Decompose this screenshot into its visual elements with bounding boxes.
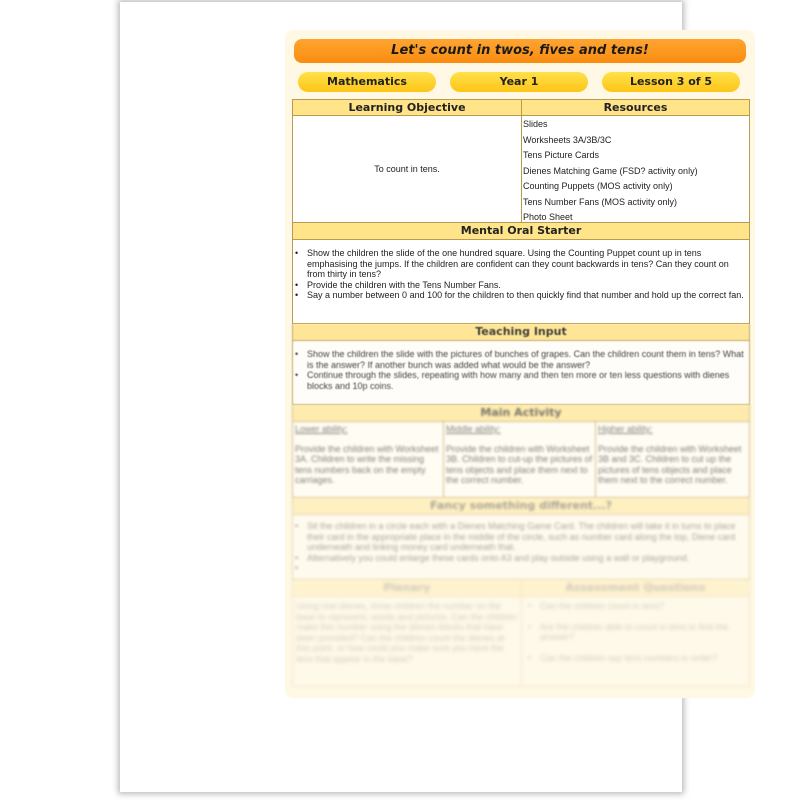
teaching-input-list	[292, 341, 750, 405]
resource-item: Slides	[523, 119, 548, 129]
document-page	[120, 2, 744, 792]
activity-text: Provide the children with Worksheet 3B and 3C. Children to cut up the pictures of tens objects and place them next to the correct number.	[598, 443, 742, 485]
resource-item: Worksheets 3A/3B/3C	[523, 134, 612, 145]
list-item: • Show the children the slide with the pictures of bunches of grapes. Can the children count them in tens? What is the answer? If another bunch was added what would be the answer?	[307, 349, 745, 370]
assessment-questions-header: Assessment Questions	[522, 580, 750, 597]
ability-label: Higher ability:	[598, 424, 653, 434]
year-label: Year 1	[450, 72, 588, 92]
higher-ability-cell	[596, 422, 750, 498]
resources-list	[522, 116, 750, 223]
learning-objective-header: Learning Objective	[292, 99, 522, 116]
list-item: • Show the children the slide of the one hundred square. Using the Counting Puppet count up in tens emphasising the jumps. If the children are confident can they count backwards in tens? Can they count on from thirty in tens?	[307, 248, 745, 280]
learning-objective-text: To count in tens.	[292, 116, 522, 223]
list-item: • Say a number between 0 and 100 for the children to then quickly find that number and hold up the correct fan.	[307, 290, 745, 301]
lesson-number-label: Lesson 3 of 5	[602, 72, 740, 92]
ability-label: Middle ability:	[446, 424, 501, 434]
middle-ability-cell	[444, 422, 596, 498]
subject-label: Mathematics	[298, 72, 436, 92]
assessment-questions-list	[522, 597, 750, 687]
list-item: • Alternatively you could enlarge these cards onto A3 and play outside using a wall or playground.	[307, 553, 745, 564]
lesson-title: Let's count in twos, fives and tens!	[294, 39, 746, 63]
resource-item: Tens Picture Cards	[523, 150, 600, 160]
list-item: • Can the children count in tens?	[540, 601, 746, 612]
lesson-plan	[285, 30, 755, 698]
list-item: • Can the children say tens numbers in order?	[540, 653, 746, 664]
resource-item: Counting Puppets (MOS activity only)	[523, 181, 673, 191]
activity-text: Provide the children with Worksheet 3B. Children to cut-up the pictures of tens objects and place them next to the correct number.	[446, 443, 593, 485]
list-item: • Continue through the slides, repeating with how many and then ten more or ten less questions with dienes blocks and 10p coins.	[307, 370, 745, 391]
teaching-input-header: Teaching Input	[292, 324, 750, 341]
list-item: • Are the children able to count in tens to find the answer?	[540, 622, 746, 643]
lower-ability-cell	[292, 422, 444, 498]
mental-oral-starter-header: Mental Oral Starter	[292, 223, 750, 240]
main-activity-header: Main Activity	[292, 405, 750, 422]
resource-item: Photo Sheet	[523, 212, 573, 222]
ability-label: Lower ability:	[295, 424, 348, 434]
activity-text: Provide the children with Worksheet 3A. Children to write the missing tens numbers back on the empty carriages.	[295, 443, 439, 485]
resource-item: Dienes Matching Game (FSD? activity only)	[523, 165, 698, 176]
lesson-table	[292, 99, 750, 687]
plenary-text: Using real dienes, show children the number on the base to represent, words and pictures. Can the children make this number using the dienes blocks that have been provided? Can the children count the dienes at this point, or how could you make sure you have the tens that appear in the base?	[292, 597, 522, 687]
fancy-something-different-header: Fancy something different...?	[292, 498, 750, 515]
resources-header: Resources	[522, 99, 750, 116]
list-item: • Provide the children with the Tens Number Fans.	[307, 280, 745, 291]
fancy-something-different-list	[292, 515, 750, 580]
resource-item: Tens Number Fans (MOS activity only)	[523, 196, 678, 207]
plenary-header: Plenary	[292, 580, 522, 597]
list-item: • Sit the children in a circle each with a Dienes Matching Game Card. The children will take it in turns to place their card in the appropriate place in the middle of the circle, such as number card along the top, Diene card underneath and linking money card underneath that.	[307, 521, 745, 553]
mental-oral-starter-list	[292, 240, 750, 324]
